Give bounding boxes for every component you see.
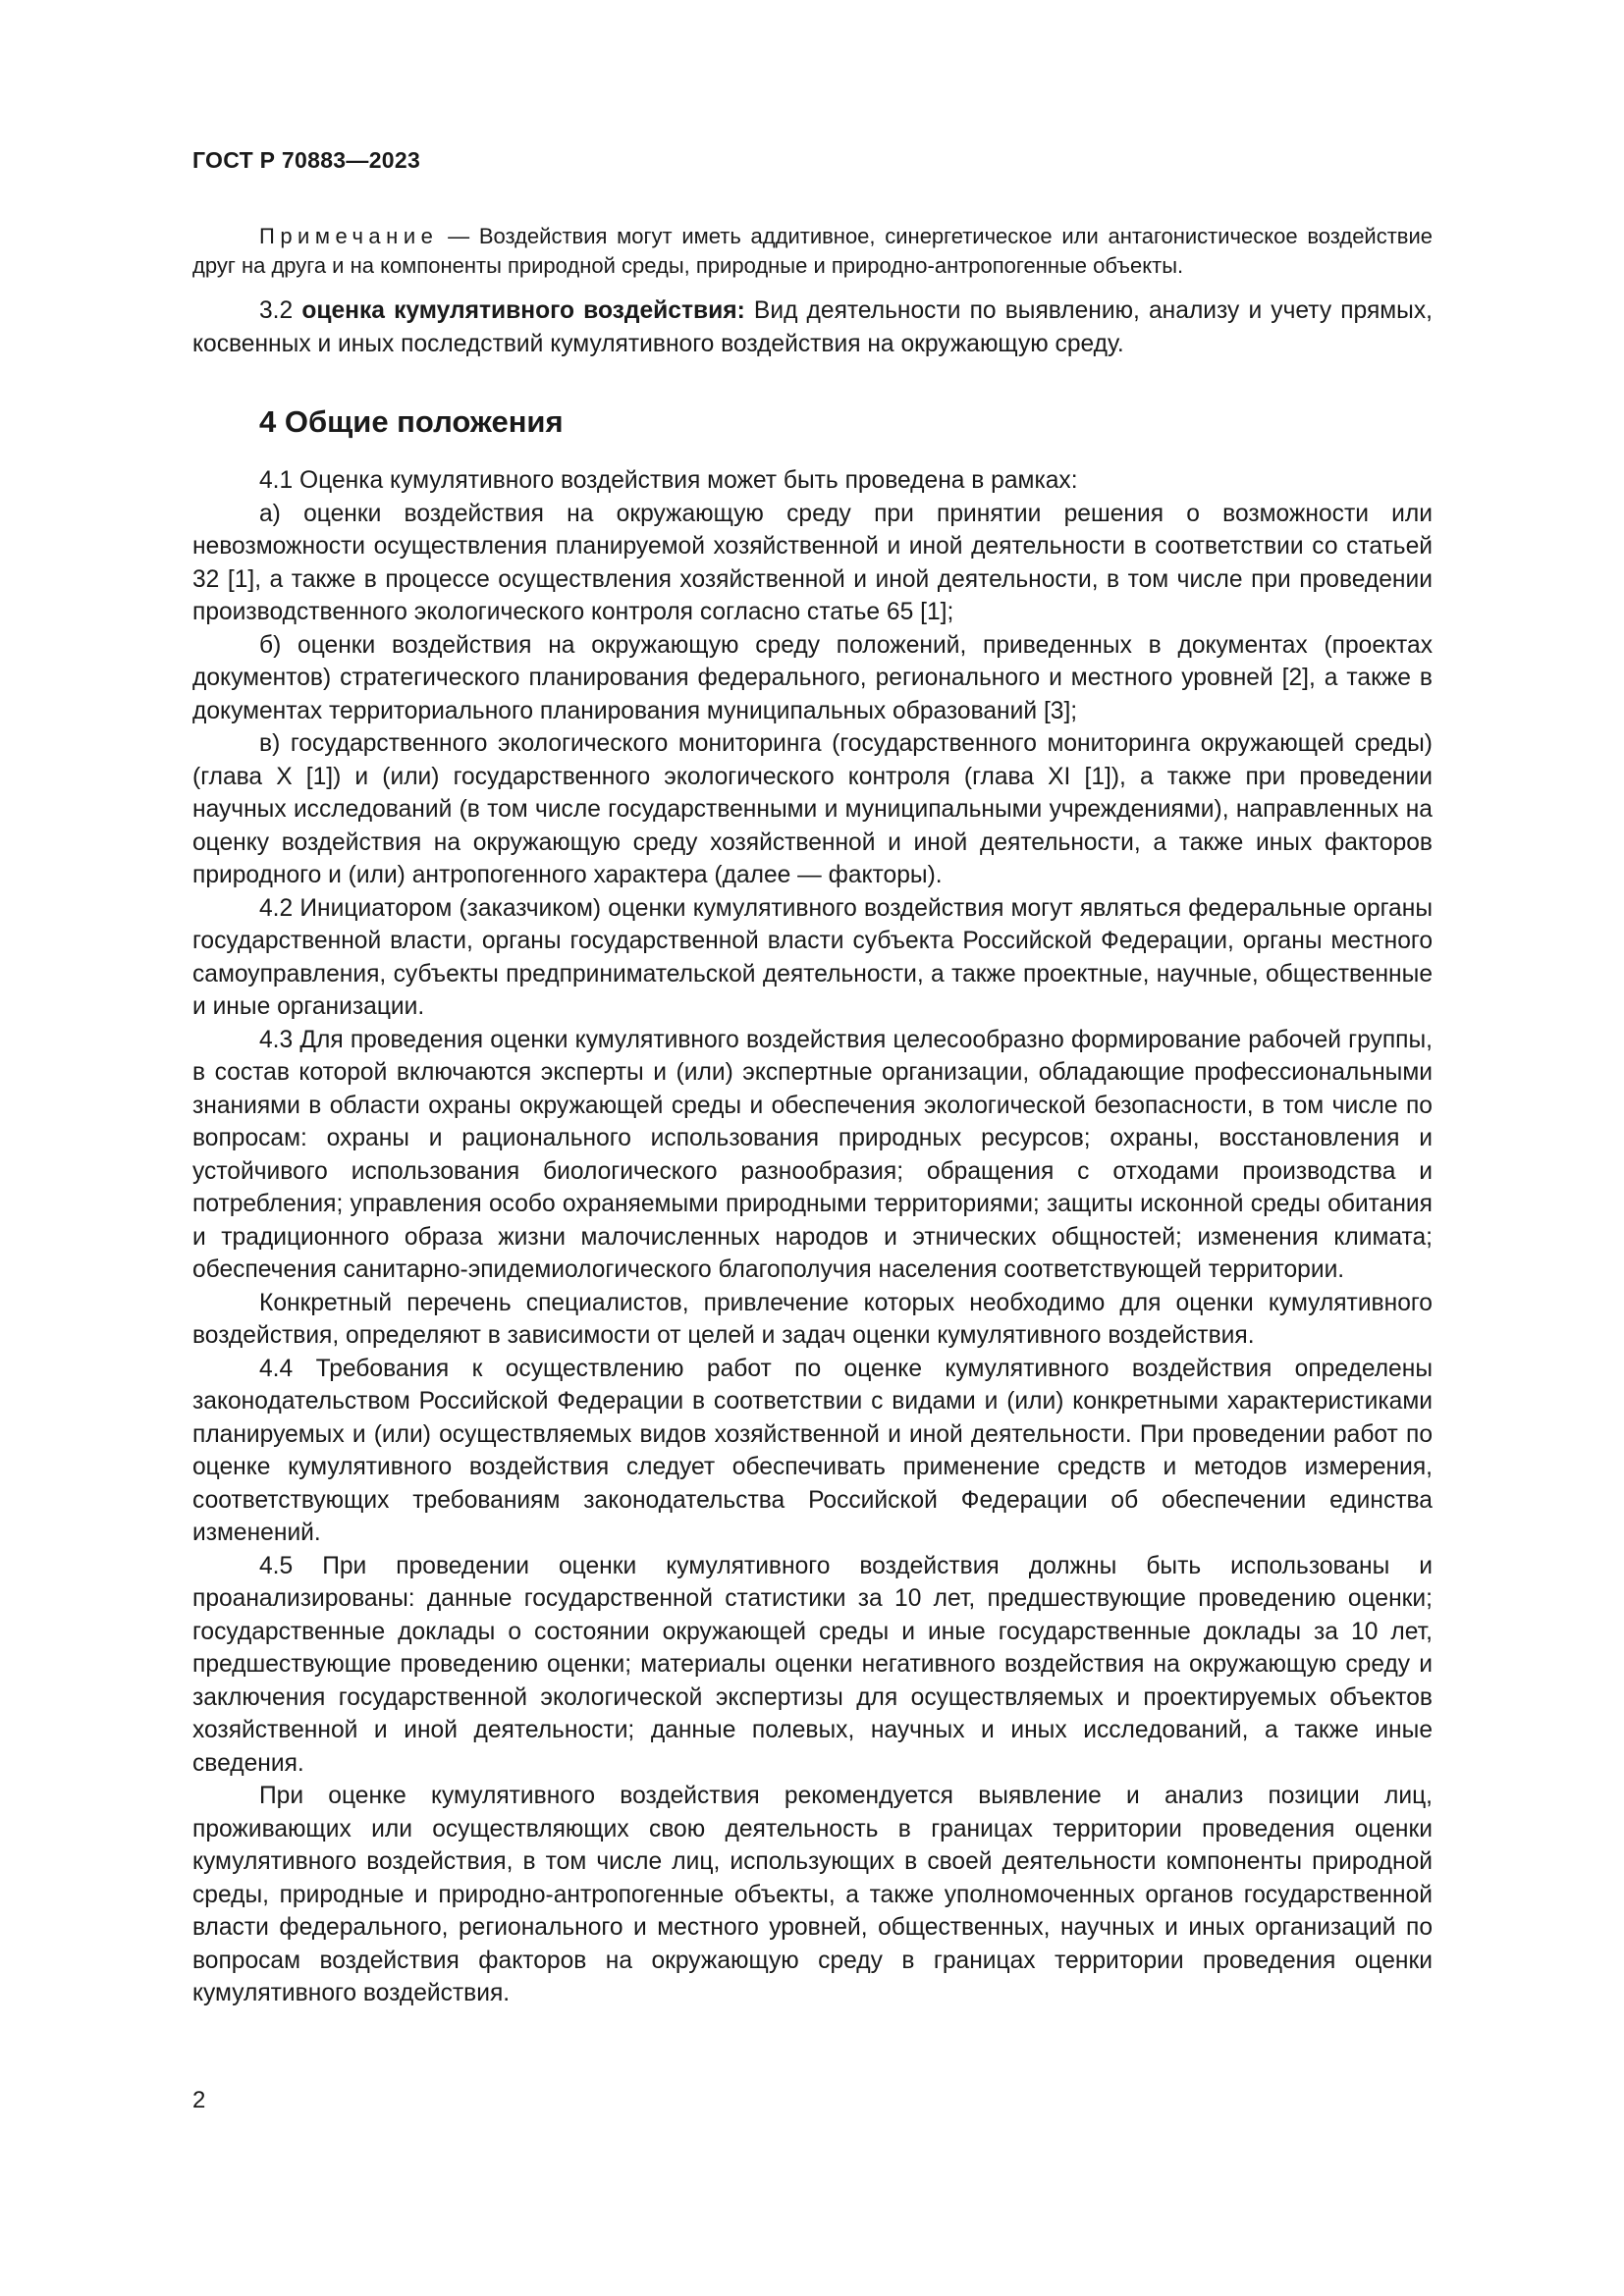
section-heading: 4 Общие положения — [259, 404, 564, 439]
list-item-a: а) оценки воздействия на окружающую среду при принятии решения о возможности или невозможности осуществления планируемой хозяйственной и иной деятельности в соответствии со статьей 32 [1], а также в процессе осуществления хозяйственной и иной деятельности, в том числе при проведении производственного экологического контроля согласно статье 65 [1]; — [192, 500, 1433, 625]
note-paragraph — [192, 222, 1433, 281]
document-content — [192, 222, 1433, 2010]
paragraph-4-4: 4.4 Требования к осуществлению работ по оценке кумулятивного воздействия определены законодательством Российской Федерации в соответствии с видами и (или) конкретными характеристиками планируемых и (или) осуществляемых видов хозяйственной и иной деятельности. При проведении работ по оценке кумулятивного воздействия следует обеспечивать применение средств и методов измерения, соответствующих требованиям законодательства Российской Федерации об обеспечении единства изменений. — [192, 1355, 1433, 1546]
paragraph-4-3-continued: Конкретный перечень специалистов, привлечение которых необходимо для оценки кумулятивного воздействия, определяют в зависимости от целей и задач оценки кумулятивного воздействия. — [192, 1289, 1433, 1349]
list-item-v: в) государственного экологического мониторинга (государственного мониторинга окружающей среды) (глава X [1]) и (или) государственного экологического контроля (глава XI [1]), а также при проведении научных исследований (в том числе государственными и муниципальными учреждениями), направленных на оценку воздействия на окружающую среду хозяйственной и иной деятельности, а также иных факторов природного и (или) антропогенного характера (далее — факторы). — [192, 730, 1433, 888]
term-definition-3-2 — [192, 294, 1433, 360]
note-text: — Воздействия могут иметь аддитивное, синергетическое или антагонистическое воздействие друг на друга и на компоненты природной среды, природные и природно-антропогенные объекты. — [192, 224, 1433, 278]
paragraph-4-3: 4.3 Для проведения оценки кумулятивного воздействия целесообразно формирование рабочей группы, в состав которой включаются эксперты и (или) экспертные организации, обладающие профессиональными знаниями в области охраны окружающей среды и обеспечения экологической безопасности, в том числе по вопросам: охраны и рационального использования природных ресурсов; охраны, восстановления и устойчивого использования биологического разнообразия; обращения с отходами производства и потребления; управления особо охраняемыми природными территориями; защиты исконной среды обитания и традиционного образа жизни малочисленных народов и этнических общностей; изменения климата; обеспечения санитарно-эпидемиологического благополучия населения соответствующей территории. — [192, 1026, 1433, 1283]
paragraph-4-5-continued: При оценке кумулятивного воздействия рекомендуется выявление и анализ позиции лиц, проживающих или осуществляющих свою деятельность в границах территории проведения оценки кумулятивного воздействия, в том числе лиц, использующих в своей деятельности компоненты природной среды, природные и природно-антропогенные объекты, а также уполномоченных органов государственной власти федерального, регионального и местного уровней, общественных, научных и иных организаций по вопросам воздействия факторов на окружающую среду в границах территории проведения оценки кумулятивного воздействия. — [192, 1783, 1433, 2006]
term-definition-text: Вид деятельности по выявлению, анализу и учету прямых, косвенных и иных последствий кумулятивного воздействия на окружающую среду. — [192, 297, 1433, 357]
page-number: 2 — [192, 2087, 206, 2113]
paragraph-4-2: 4.2 Инициатором (заказчиком) оценки кумулятивного воздействия могут являться федеральные органы государственной власти, органы государственной власти субъекта Российской Федерации, органы местного самоуправления, субъекты предпринимательской деятельности, а также проектные, научные, общественные и иные организации. — [192, 894, 1433, 1020]
paragraph-4-5: 4.5 При проведении оценки кумулятивного воздействия должны быть использованы и проанализированы: данные государственной статистики за 10 лет, предшествующие проведению оценки; государственные доклады о состоянии окружающей среды и иные государственные доклады за 10 лет, предшествующие проведению оценки; материалы оценки негативного воздействия на окружающую среду и заключения государственной экологической экспертизы для осуществляемых и проектируемых объектов хозяйственной и иной деятельности; данные полевых, научных и иных исследований, а также иные сведения. — [192, 1552, 1433, 1777]
list-item-b: б) оценки воздействия на окружающую среду положений, приведенных в документах (проектах документов) стратегического планирования федерального, регионального и местного уровней [2], а также в документах территориального планирования муниципальных образований [3]; — [192, 631, 1433, 724]
paragraph-4-1: 4.1 Оценка кумулятивного воздействия может быть проведена в рамках: — [259, 467, 1078, 494]
term-name: оценка кумулятивного воздействия: — [301, 297, 745, 324]
term-number: 3.2 — [259, 297, 302, 324]
note-label: Примечание — [259, 224, 439, 248]
document-code-header: ГОСТ Р 70883—2023 — [192, 147, 421, 173]
